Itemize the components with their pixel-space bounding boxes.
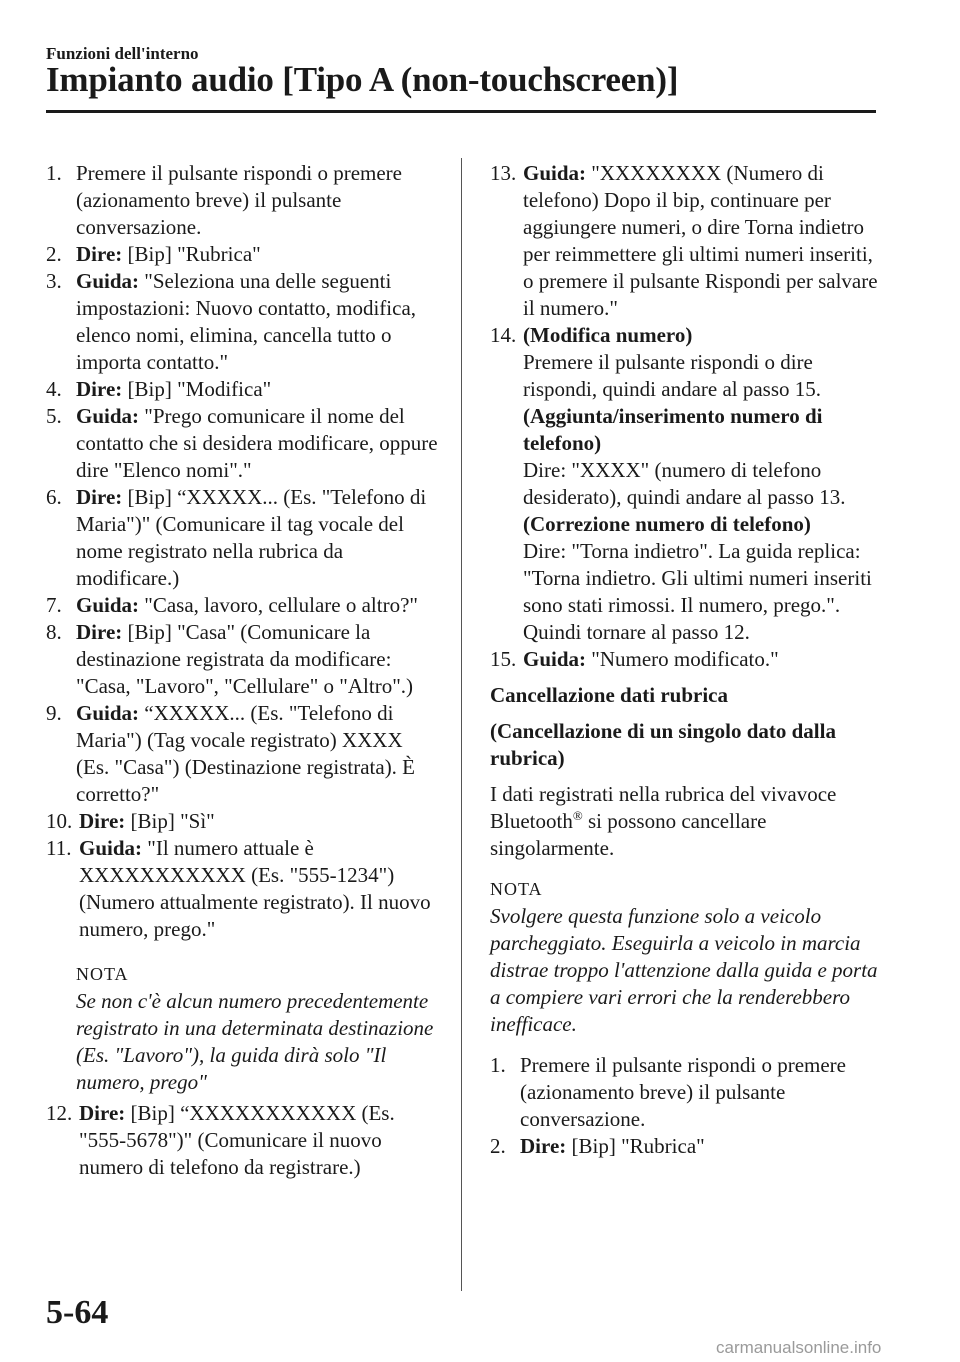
sub-section-heading: (Cancellazione di un singolo dato dalla rubrica) — [490, 719, 836, 770]
step-text: [Bip] "Sì" — [125, 809, 215, 833]
step-number: 5. — [46, 404, 62, 428]
body-paragraph — [490, 781, 880, 862]
sub-text: Premere il pulsante rispondi o dire rispondi, quindi andare al passo 15. — [523, 350, 822, 401]
step-label: Dire: — [520, 1134, 567, 1158]
sub-text: Dire: "XXXX" (numero di telefono desiderato), quindi andare al passo 13. — [523, 458, 846, 509]
note-label: NOTA — [490, 879, 543, 899]
step-text: Premere il pulsante rispondi o premere (azionamento breve) il pulsante conversazione. — [520, 1053, 846, 1131]
step-number: 3. — [46, 269, 62, 293]
step-item — [46, 619, 438, 700]
note-text: Se non c'è alcun numero precedentemente registrato in una determinata destinazione (Es. "Lavoro"), la guida dirà solo "Il numero, prego" — [76, 989, 434, 1094]
step-text: “XXXXX... (Es. "Telefono di Maria") (Tag vocale registrato) XXXX (Es. "Casa") (Destinazione registrata). È corretto?" — [76, 701, 416, 806]
sub-text: Dire: "Torna indietro". La guida replica: "Torna indietro. Gli ultimi numeri inseriti sono stati rimossi. Il numero, prego.". Quindi tornare al passo 12. — [523, 539, 872, 644]
step-text: "Casa, lavoro, cellulare o altro?" — [139, 593, 418, 617]
registered-mark: ® — [572, 808, 583, 823]
step-item — [490, 1052, 880, 1133]
step-text: "XXXXXXXX (Numero di telefono) Dopo il bip, continuare per aggiungere numeri, o dire Torna indietro per reimmettere gli ultimi numeri inseriti, o premere il pulsante Rispondi per salvare il numero." — [523, 161, 878, 320]
step-item — [46, 403, 438, 484]
step-number: 14. — [490, 323, 517, 347]
step-label: Guida: — [79, 836, 143, 860]
step-text: [Bip] "Rubrica" — [122, 242, 261, 266]
step-text: "Prego comunicare il nome del contatto che si desidera modificare, oppure dire "Elenco nomi"." — [76, 404, 438, 482]
step-number: 11. — [46, 836, 72, 860]
note-text: Svolgere questa funzione solo a veicolo parcheggiato. Eseguirla a veicolo in marcia distrae troppo l'attenzione dalla guida e porta a compiere vari errori che la renderebbero inefficace. — [490, 904, 878, 1036]
section-heading: Cancellazione dati rubrica — [490, 683, 728, 707]
step-item — [46, 592, 438, 619]
section-label: Funzioni dell'interno — [46, 44, 199, 63]
step-item — [46, 241, 438, 268]
step-label: Dire: — [76, 620, 123, 644]
step-number: 2. — [490, 1134, 506, 1158]
step-number: 4. — [46, 377, 62, 401]
step-text: "Seleziona una delle seguenti impostazioni: Nuovo contatto, modifica, elenco nomi, elimina, cancella tutto o importa contatto." — [76, 269, 417, 374]
step-label: Guida: — [523, 161, 587, 185]
left-column — [46, 160, 438, 1181]
step-number: 2. — [46, 242, 62, 266]
sub-heading: (Aggiunta/inserimento numero di telefono) — [523, 404, 823, 455]
note-box — [490, 876, 880, 1038]
step-text: Premere il pulsante rispondi o premere (azionamento breve) il pulsante conversazione. — [76, 161, 402, 239]
step-number: 15. — [490, 647, 517, 671]
sub-heading: (Correzione numero di telefono) — [523, 512, 811, 536]
step-item — [46, 1100, 438, 1181]
step-item — [490, 160, 880, 322]
step-label: Guida: — [76, 269, 140, 293]
step-label: Guida: — [523, 647, 587, 671]
step-label: Guida: — [76, 701, 140, 725]
paragraph-text: I dati registrati nella rubrica del vivavoce Bluetooth — [490, 782, 837, 833]
step-label: Dire: — [76, 242, 123, 266]
step-number: 6. — [46, 485, 62, 509]
step-item — [46, 835, 438, 943]
step-label: Dire: — [79, 1101, 126, 1125]
step-item — [490, 646, 880, 673]
column-divider — [461, 158, 462, 1291]
step-text: "Numero modificato." — [586, 647, 779, 671]
step-item — [46, 268, 438, 376]
step-item — [46, 160, 438, 241]
step-text: [Bip] “XXXXXXXXXXX (Es. "555-5678")" (Comunicare il nuovo numero di telefono da registrare.) — [79, 1101, 395, 1179]
step-text: [Bip] "Rubrica" — [566, 1134, 705, 1158]
step-number: 10. — [46, 809, 73, 833]
step-label: Guida: — [76, 593, 140, 617]
step-text: [Bip] "Casa" (Comunicare la destinazione registrata da modificare: "Casa, "Lavoro", "Cellulare" o "Altro".) — [76, 620, 414, 698]
step-label: Guida: — [76, 404, 140, 428]
step-label: Dire: — [76, 377, 123, 401]
step-number: 1. — [490, 1053, 506, 1077]
step-item — [46, 484, 438, 592]
step-number: 12. — [46, 1101, 73, 1125]
right-column — [490, 160, 880, 1160]
step-label: Dire: — [79, 809, 126, 833]
step-label: Dire: — [76, 485, 123, 509]
step-number: 9. — [46, 701, 62, 725]
sub-heading: (Modifica numero) — [523, 323, 693, 347]
page-number: 5-64 — [46, 1294, 109, 1331]
note-box — [76, 961, 438, 1096]
title-rule — [46, 110, 876, 113]
step-item — [490, 1133, 880, 1160]
step-number: 13. — [490, 161, 517, 185]
step-number: 1. — [46, 161, 62, 185]
step-number: 8. — [46, 620, 62, 644]
page-title: Impianto audio [Tipo A (non-touchscreen)] — [46, 60, 679, 99]
step-item — [46, 808, 438, 835]
watermark: carmanualsonline.info — [716, 1338, 882, 1357]
step-item — [46, 700, 438, 808]
step-text: "Il numero attuale è XXXXXXXXXXX (Es. "555-1234") (Numero attualmente registrato). Il nuovo numero, prego." — [79, 836, 431, 941]
paragraph-text: si possono cancellare singolarmente. — [490, 809, 767, 860]
step-item — [46, 376, 438, 403]
note-label: NOTA — [76, 964, 129, 984]
step-text: [Bip] “XXXXX... (Es. "Telefono di Maria")" (Comunicare il tag vocale del nome registrato nella rubrica da modificare.) — [76, 485, 427, 590]
step-item — [490, 322, 880, 646]
step-text: [Bip] "Modifica" — [122, 377, 272, 401]
step-number: 7. — [46, 593, 62, 617]
